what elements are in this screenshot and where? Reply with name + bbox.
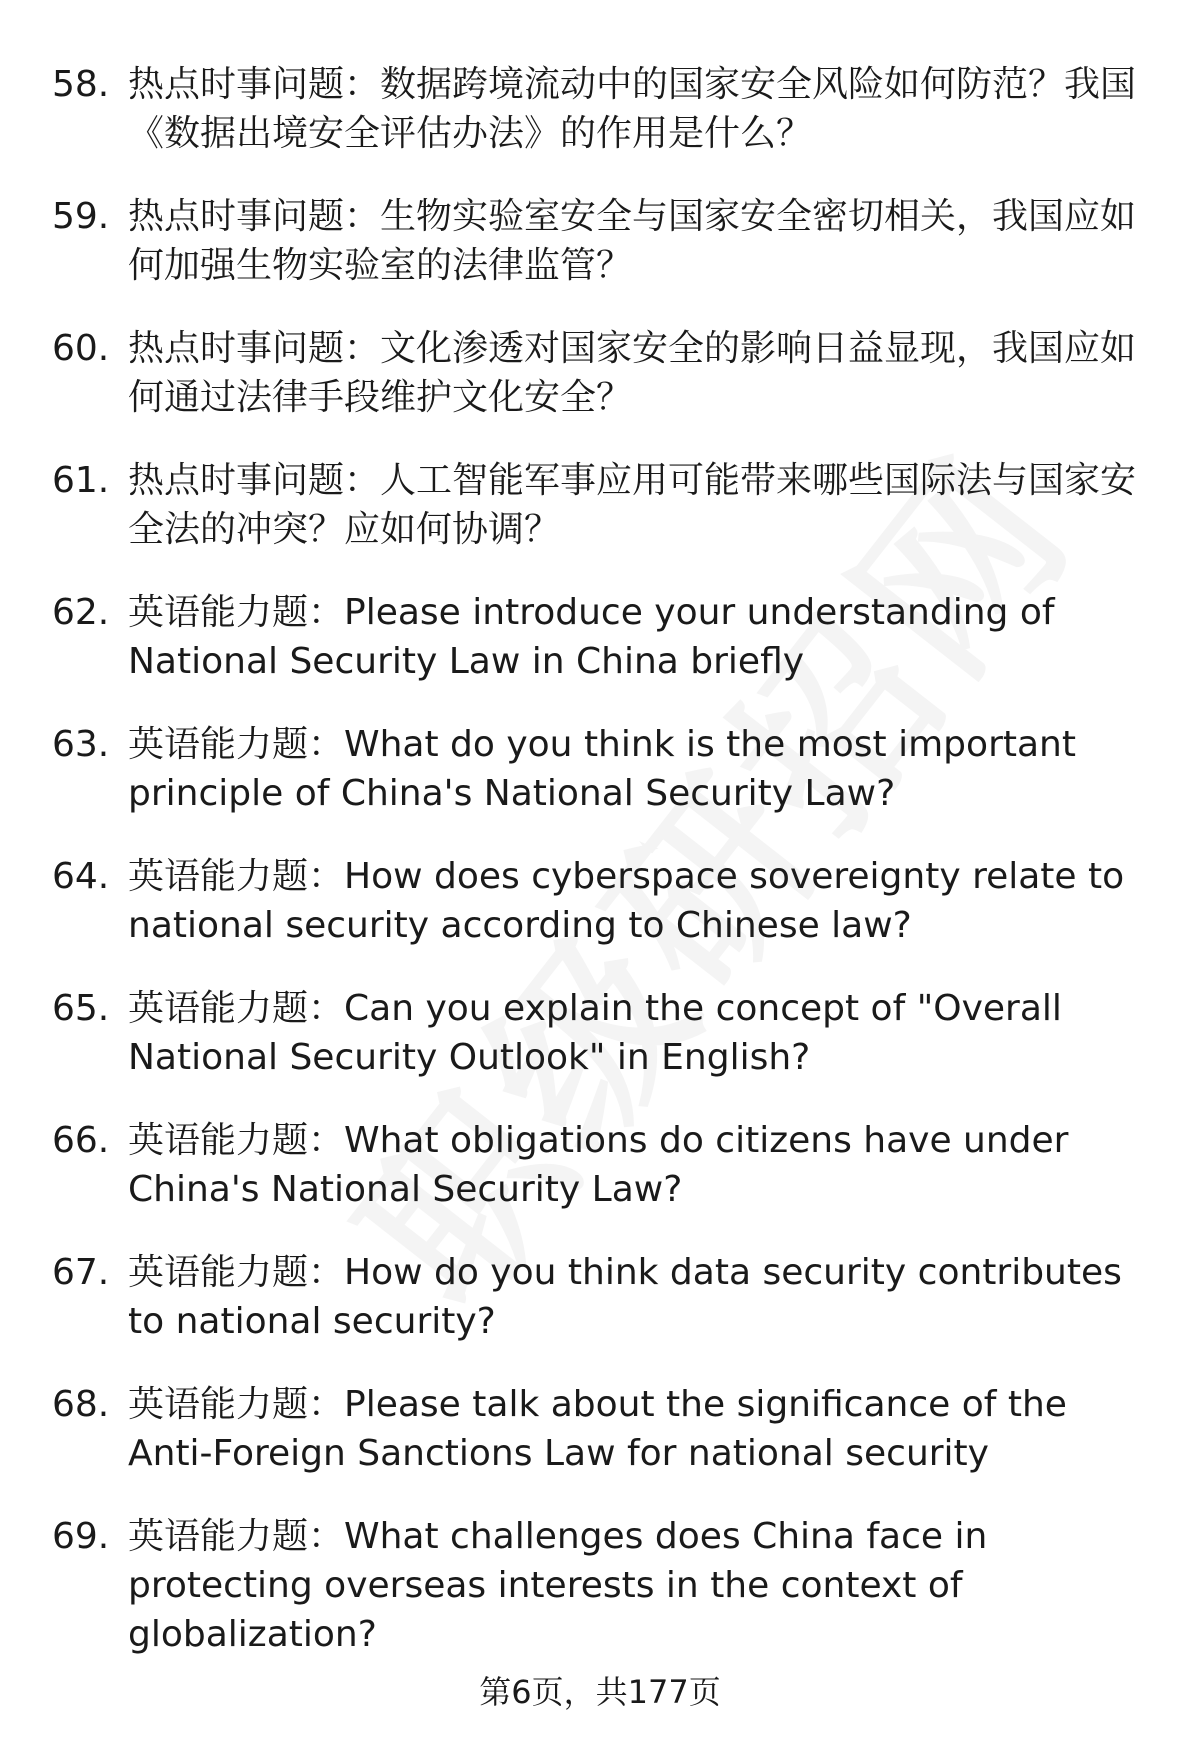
question-text: 英语能力题：What obligations do citizens have under China's National Security Law? [128,1120,1069,1210]
question-text: 英语能力题：Please talk about the significance of the Anti-Foreign Sanctions Law for national security [128,1384,1067,1474]
question-text: 英语能力题：Can you explain the concept of "Overall National Security Outlook" in English? [128,988,1062,1078]
question-number: 59. [52,196,110,237]
question-item [52,60,1152,192]
question-item [52,324,1152,456]
page-number-label: 第6页，共177页 [479,1673,721,1711]
question-item [52,852,1152,984]
question-number: 67. [52,1252,110,1293]
question-list [52,60,1152,1655]
question-text: 英语能力题：What do you think is the most important principle of China's National Security Law? [128,724,1076,814]
question-item [52,984,1152,1116]
question-item [52,1116,1152,1248]
question-text: 英语能力题：How do you think data security contributes to national security? [128,1252,1122,1342]
question-text: 英语能力题：Please introduce your understanding of National Security Law in China briefly [128,592,1055,682]
question-item [52,192,1152,324]
page-footer [0,1672,1200,1712]
question-number: 63. [52,724,110,765]
question-item [52,1512,1152,1655]
question-item [52,456,1152,588]
question-number: 58. [52,64,110,105]
question-number: 61. [52,460,110,501]
question-number: 68. [52,1384,110,1425]
question-text: 热点时事问题：数据跨境流动中的国家安全风险如何防范？我国《数据出境安全评估办法》的作用是什么？ [128,64,1137,154]
question-text: 热点时事问题：生物实验室安全与国家安全密切相关，我国应如何加强生物实验室的法律监管？ [128,196,1137,286]
question-number: 65. [52,988,110,1029]
question-number: 66. [52,1120,110,1161]
question-item [52,588,1152,720]
question-item [52,1380,1152,1512]
question-number: 64. [52,856,110,897]
question-text: 热点时事问题：文化渗透对国家安全的影响日益显现，我国应如何通过法律手段维护文化安全？ [128,328,1137,418]
question-item [52,720,1152,852]
question-text: 热点时事问题：人工智能军事应用可能带来哪些国际法与国家安全法的冲突？应如何协调？ [128,460,1137,550]
question-item [52,1248,1152,1380]
question-number: 69. [52,1516,110,1557]
question-text: 英语能力题：How does cyberspace sovereignty relate to national security according to Chinese law? [128,856,1125,946]
question-text: 英语能力题：What challenges does China face in protecting overseas interests in the context of globalization? [128,1516,988,1655]
question-number: 62. [52,592,110,633]
question-number: 60. [52,328,110,369]
